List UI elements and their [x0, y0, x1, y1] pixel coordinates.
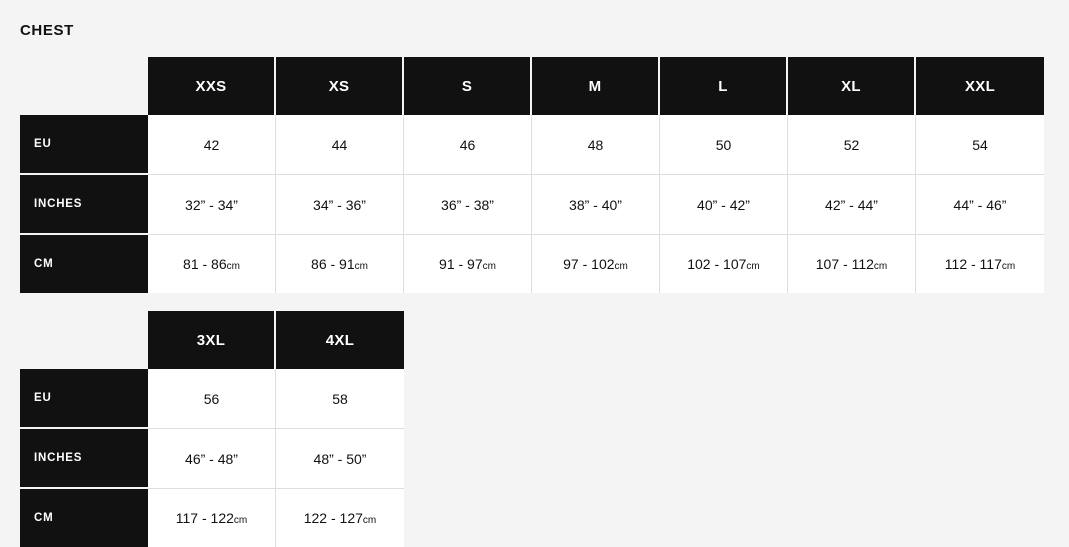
corner-cell	[20, 57, 148, 115]
header-row	[20, 57, 1044, 115]
cell-cm-xl	[788, 235, 916, 293]
row-header-eu: EU	[20, 115, 148, 175]
corner-cell	[20, 311, 148, 369]
column-header-xxl: XXL	[916, 57, 1044, 115]
cell-eu-3xl: 56	[148, 369, 276, 429]
cell-inches-4xl: 48” - 50”	[276, 429, 404, 489]
cell-value: 122 - 127	[303, 510, 363, 526]
table-body-primary	[20, 115, 1044, 293]
cell-inches-m: 38” - 40”	[532, 175, 660, 235]
table-head-primary	[20, 57, 1044, 115]
row-header-cm: CM	[20, 235, 148, 293]
unit-label: cm	[233, 515, 248, 526]
table-wrapper-extended	[20, 311, 1051, 547]
cell-eu-xl: 52	[788, 115, 916, 175]
column-header-4xl: 4XL	[276, 311, 404, 369]
column-header-m: M	[532, 57, 660, 115]
cell-eu-xs: 44	[276, 115, 404, 175]
cell-cm-xxl	[916, 235, 1044, 293]
cell-inches-3xl: 46” - 48”	[148, 429, 276, 489]
cell-eu-m: 48	[532, 115, 660, 175]
cell-cm-3xl	[148, 489, 276, 547]
cell-cm-xs	[276, 235, 404, 293]
row-header-eu: EU	[20, 369, 148, 429]
cell-inches-xxs: 32” - 34”	[148, 175, 276, 235]
cell-value: 97 - 102	[563, 256, 615, 272]
header-row	[20, 311, 404, 369]
cell-inches-xxl: 44” - 46”	[916, 175, 1044, 235]
unit-label: cm	[362, 515, 377, 526]
unit-label: cm	[354, 261, 368, 272]
cell-cm-m	[532, 235, 660, 293]
column-header-xs: XS	[276, 57, 404, 115]
cell-value: 86 - 91	[311, 256, 355, 272]
cell-value: 81 - 86	[183, 256, 227, 272]
cell-inches-s: 36” - 38”	[404, 175, 532, 235]
table-row-eu	[20, 369, 404, 429]
cell-eu-xxs: 42	[148, 115, 276, 175]
row-header-inches: INCHES	[20, 429, 148, 489]
cell-value: 107 - 112	[815, 256, 874, 272]
row-header-inches: INCHES	[20, 175, 148, 235]
cell-cm-xxs	[148, 235, 276, 293]
cell-value: 112 - 117	[944, 256, 1002, 272]
cell-cm-l	[660, 235, 788, 293]
unit-label: cm	[746, 261, 760, 272]
table-row-eu	[20, 115, 1044, 175]
cell-inches-l: 40” - 42”	[660, 175, 788, 235]
table-row-cm	[20, 489, 404, 547]
cell-value: 117 - 122	[175, 510, 234, 526]
cell-eu-s: 46	[404, 115, 532, 175]
unit-label: cm	[1001, 261, 1016, 272]
cell-eu-4xl: 58	[276, 369, 404, 429]
cell-inches-xl: 42” - 44”	[788, 175, 916, 235]
table-body-extended	[20, 369, 404, 547]
unit-label: cm	[873, 261, 888, 272]
column-header-3xl: 3XL	[148, 311, 276, 369]
table-row-inches	[20, 175, 1044, 235]
cell-eu-xxl: 54	[916, 115, 1044, 175]
size-table-extended	[20, 311, 404, 547]
column-header-s: S	[404, 57, 532, 115]
cell-cm-4xl	[276, 489, 404, 547]
cell-eu-l: 50	[660, 115, 788, 175]
column-header-l: L	[660, 57, 788, 115]
page-title: CHEST	[20, 22, 74, 39]
cell-value: 91 - 97	[439, 256, 483, 272]
table-row-cm	[20, 235, 1044, 293]
table-row-inches	[20, 429, 404, 489]
column-header-xl: XL	[788, 57, 916, 115]
cell-value: 102 - 107	[687, 256, 747, 272]
unit-label: cm	[614, 261, 628, 272]
unit-label: cm	[226, 261, 240, 272]
cell-inches-xs: 34” - 36”	[276, 175, 404, 235]
size-table-primary	[20, 57, 1044, 293]
row-header-cm: CM	[20, 489, 148, 547]
column-header-xxs: XXS	[148, 57, 276, 115]
cell-cm-s	[404, 235, 532, 293]
unit-label: cm	[482, 261, 496, 272]
table-head-extended	[20, 311, 404, 369]
table-wrapper-primary	[20, 57, 1051, 293]
